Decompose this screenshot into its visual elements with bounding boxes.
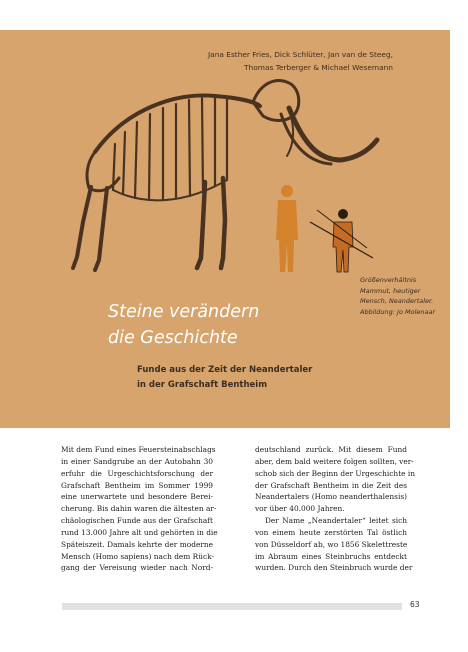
text-line: eine unerwartete und besondere Berei-: [61, 492, 213, 502]
human-silhouette: [276, 185, 298, 272]
text-line: Der Name „Neandertaler“ leitet sich: [265, 516, 407, 526]
text-line: rund 13.000 Jahre alt und gehörten in die: [61, 527, 218, 537]
title-line: die Geschichte: [108, 328, 238, 348]
subtitle-line: Funde aus der Zeit der Neandertaler: [137, 365, 313, 375]
text-line: erfuhr die Urgeschichtsforschung der: [61, 468, 213, 478]
article-title: [108, 299, 259, 351]
subtitle-line: in der Grafschaft Bentheim: [137, 380, 268, 390]
text-line: chäologischen Funde aus der Grafschaft: [61, 516, 213, 526]
author-line: Thomas Terberger & Michael Wesemann: [244, 63, 393, 72]
text-line: wurden. Durch den Steinbruch wurde der: [255, 563, 413, 573]
author-line: Jana Esther Fries, Dick Schlüter, Jan van de Steeg,: [208, 50, 393, 59]
text-line: Grafschaft Bentheim im Sommer 1999: [61, 480, 213, 490]
caption-line: Abbildung: Jo Molenaar: [360, 307, 436, 316]
image-caption: [360, 275, 456, 317]
caption-line: Mammut, heutiger: [360, 286, 421, 295]
text-line: Mit dem Fund eines Feuersteinabschlags: [61, 445, 216, 454]
caption-line: Größenverhältnis: [360, 276, 417, 284]
text-line: schob sich der Beginn der Urgeschichte in: [255, 468, 416, 478]
page-number: 63: [410, 600, 420, 609]
text-line: deutschland zurück. Mit diesem Fund: [255, 445, 407, 454]
author-list: [93, 48, 393, 74]
body-column-2: [255, 444, 416, 574]
text-line: der Grafschaft Bentheim in die Zeit des: [255, 480, 407, 490]
footer-bar: [62, 603, 402, 610]
title-line: Steine verändern: [108, 302, 260, 322]
text-line: vor über 40.000 Jahren.: [255, 504, 345, 514]
text-line: aber, dem bald weitere folgen sollten, ver-: [255, 456, 414, 466]
text-line: im Abraum eines Steinbruchs entdeckt: [255, 551, 407, 561]
text-line: Späteiszeit. Damals kehrte der moderne: [61, 539, 213, 549]
text-line: von Düsseldorf ab, wo 1856 Skelettreste: [255, 539, 408, 549]
mammoth-skeleton-illustration: [55, 72, 385, 287]
text-line: Neandertalers (Homo neanderthalensis): [255, 492, 407, 502]
text-line: gang der Vereisung wieder nach Nord-: [61, 563, 213, 573]
neanderthal-figure: [310, 209, 373, 272]
text-line: in einer Sandgrube an der Autobahn 30: [61, 456, 213, 466]
article-subtitle: [137, 363, 312, 393]
text-line: cherung. Bis dahin waren die ältesten ar-: [61, 504, 217, 514]
caption-line: Mensch, Neandertaler.: [360, 297, 434, 305]
body-column-1: [61, 444, 218, 574]
text-line: Mensch (Homo sapiens) nach dem Rück-: [61, 551, 214, 561]
text-line: von einem heute zerstörten Tal östlich: [255, 527, 407, 537]
